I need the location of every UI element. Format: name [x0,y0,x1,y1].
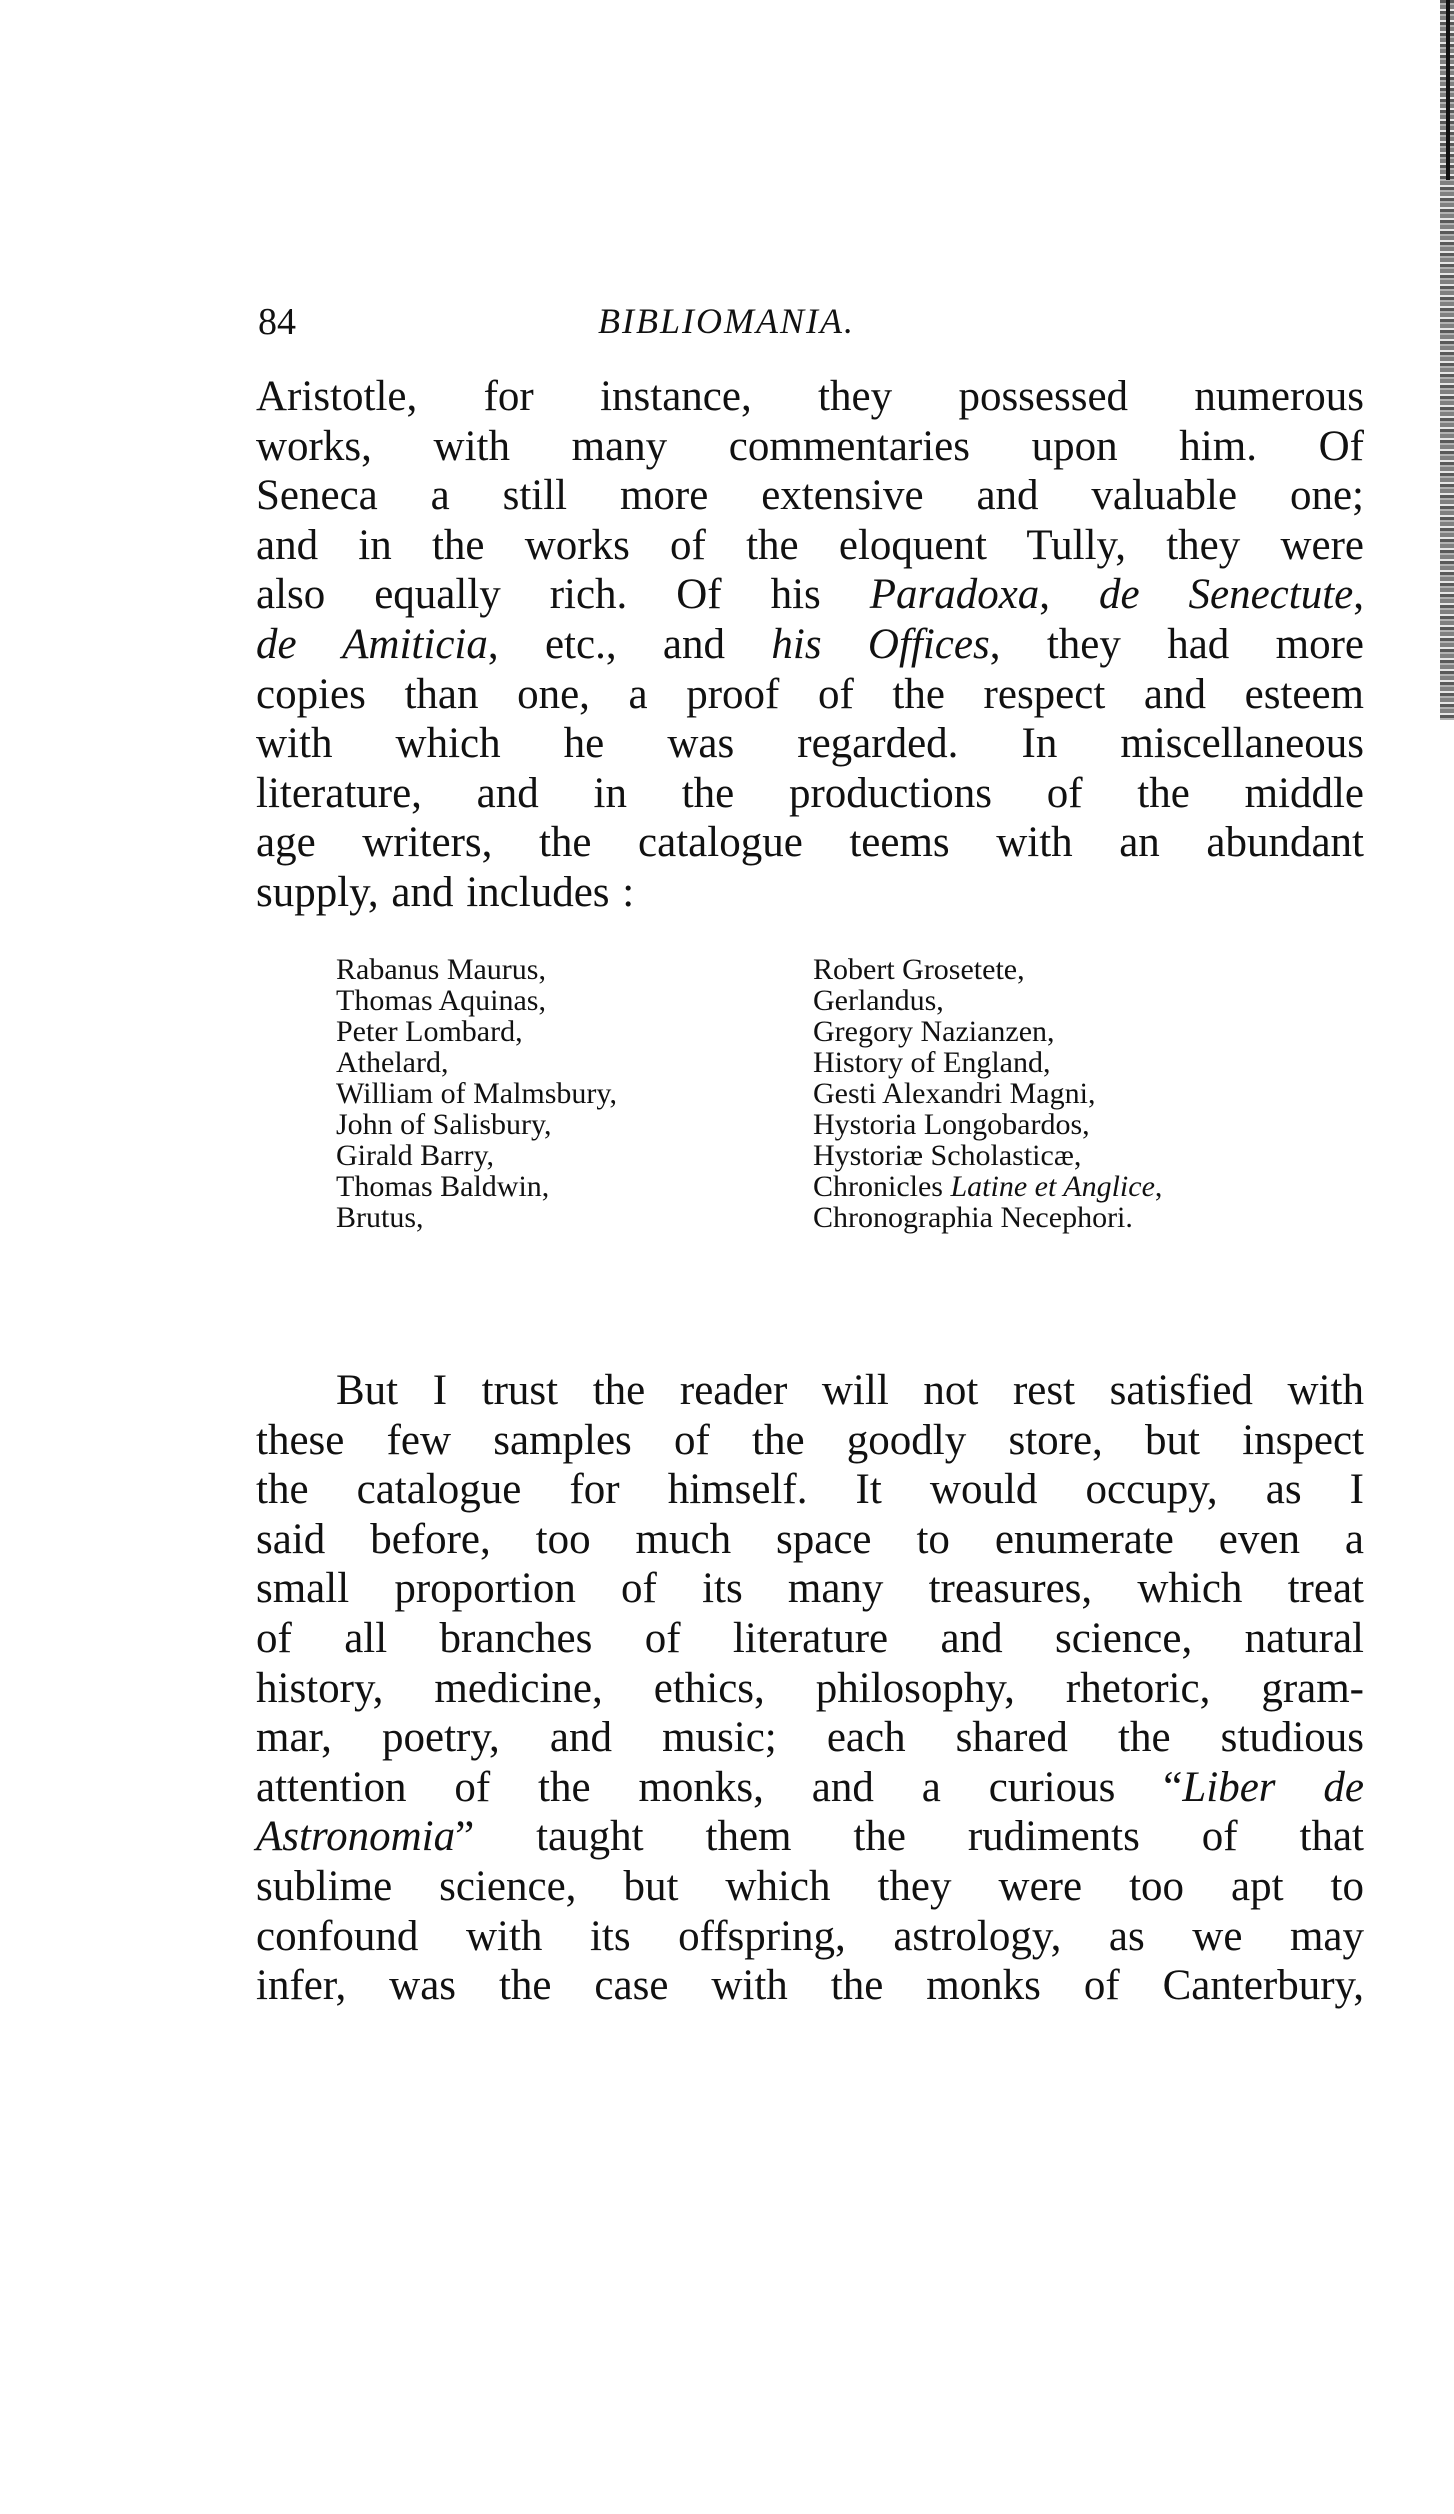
text-segment: But I trust the reader will not rest satisfied with [336,1367,1364,1414]
text-line [256,1961,1364,2011]
list-item [813,1202,1133,1233]
text-line [256,1664,1364,1714]
text-segment: Gesti Alexandri Magni, [813,1077,1096,1110]
text-segment: supply, and includes : [256,869,635,916]
text-segment: works, with many commentaries upon him. Of [256,422,1364,470]
italic-text: de Amiticia [256,621,488,668]
italic-text: Astronomia [256,1813,456,1861]
text-line [256,620,1364,670]
text-segment: and in the works of the eloquent Tully, they were [256,521,1364,569]
list-item: William of Malmsbury, [336,1077,617,1110]
text-segment: small proportion of its many treasures, which treat [256,1565,1364,1613]
list-item: Rabanus Maurus, [336,953,546,986]
text-segment: , they had more [989,621,1364,668]
text-segment: with which he was regarded. In miscellaneous [256,720,1364,768]
text-segment: , [1039,571,1099,619]
text-line [256,1713,1364,1763]
text-segment: Gregory Nazianzen, [813,1015,1055,1048]
text-segment: said before, too much space to enumerate even a [256,1515,1364,1563]
text-segment: ” taught them the rudiments of that [455,1813,1364,1861]
text-line [256,719,1364,769]
text-line [256,1564,1364,1614]
text-line [256,1763,1364,1813]
text-segment: confound with its offspring, astrology, as we may [256,1912,1364,1960]
text-segment: Hystoria Longobardos, [813,1108,1090,1141]
list-item: Athelard, [336,1046,449,1079]
text-line [256,521,1364,571]
text-line [256,769,1364,819]
text-line [256,818,1364,868]
list-item: John of Salisbury, [336,1108,552,1141]
list-item [813,1171,1162,1202]
scanned-page-edge-dark [1446,0,1450,180]
running-title: BIBLIOMANIA. [598,301,855,341]
text-segment: Chronicles [813,1170,951,1203]
text-segment: Chronographia Necephori. [813,1201,1133,1234]
list-item: Thomas Baldwin, [336,1170,550,1203]
list-item [813,1016,1055,1047]
italic-text: Latine et Anglice [950,1170,1155,1203]
text-segment: attention of the monks, and a curious “ [256,1763,1183,1811]
text-segment: History of England, [813,1046,1051,1079]
text-segment: mar, poetry, and music; each shared the studious [256,1714,1364,1762]
text-segment: , etc., and [487,621,772,668]
text-segment: Aristotle, for instance, they possessed numerous [256,373,1364,420]
text-segment: history, medicine, ethics, philosophy, rhetoric, gram- [256,1664,1364,1712]
italic-text: Paradoxa [869,571,1040,619]
page-number: 84 [258,301,296,343]
text-line [256,1515,1364,1565]
list-item [813,954,1025,985]
text-segment: of all branches of literature and science, natural [256,1615,1364,1662]
text-line [256,1862,1364,1912]
text-line [256,868,1364,918]
text-line [256,670,1364,720]
list-item: Girald Barry, [336,1139,494,1172]
list-item [813,1047,1050,1078]
text-segment: Gerlandus, [813,984,944,1017]
text-segment: , [1154,1170,1163,1203]
text-line [256,1366,1364,1416]
text-segment: age writers, the catalogue teems with an abundant [256,819,1364,867]
text-segment: Hystoriæ Scholasticæ, [813,1139,1082,1172]
list-item [813,1109,1090,1140]
text-line [256,1416,1364,1466]
italic-text: Liber de [1182,1763,1364,1811]
text-line [256,1614,1364,1664]
italic-text: de Senectute [1098,571,1354,619]
list-item: Brutus, [336,1201,424,1234]
text-line [256,1912,1364,1962]
text-line [256,471,1364,521]
text-segment: these few samples of the goodly store, but inspect [256,1416,1364,1464]
text-line [256,1465,1364,1515]
text-line [256,570,1364,620]
text-line [256,1812,1364,1862]
text-segment: infer, was the case with the monks of Canterbury, [256,1962,1364,2010]
text-segment: Robert Grosetete, [813,953,1025,986]
list-item: Peter Lombard, [336,1015,523,1048]
text-segment: also equally rich. Of his [256,571,870,619]
text-line [256,372,1364,422]
text-segment: sublime science, but which they were too apt to [256,1863,1364,1910]
text-segment: , [1353,571,1364,619]
italic-text: his Offices [771,621,990,668]
list-item [813,985,944,1016]
text-segment: the catalogue for himself. It would occupy, as I [256,1466,1364,1514]
list-item: Thomas Aquinas, [336,984,546,1017]
text-segment: copies than one, a proof of the respect and esteem [256,670,1364,718]
list-item [813,1140,1081,1171]
text-line [256,422,1364,472]
text-segment: Seneca a still more extensive and valuable one; [256,472,1364,520]
list-item [813,1078,1095,1109]
text-segment: literature, and in the productions of the middle [256,769,1364,817]
